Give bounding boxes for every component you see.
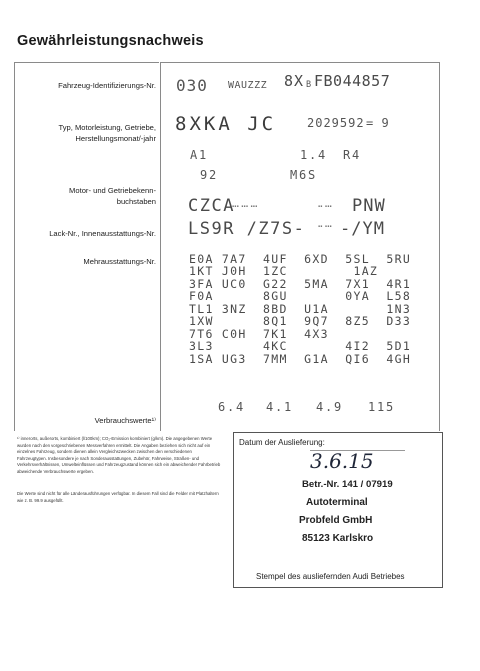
paint-fineprint: ▪▪ ▪▪▪ — [318, 224, 332, 228]
equipment-code-row: 1SA UG3 7MM G1A QI6 4GH — [189, 351, 412, 366]
consumption-combined: 4.9 — [316, 400, 344, 414]
stamp-line-1: Betr.-Nr. 141 / 07919 — [302, 479, 393, 490]
stamp-line-2: Autoterminal — [306, 497, 368, 508]
consumption-urban: 6.4 — [218, 400, 246, 414]
stamp-line-4: 85123 Karlskro — [302, 533, 374, 544]
footnote: ¹⁾ innerorts, außerorts, kombiniert (l/100km); CO₂-Emission kombiniert (g/km). Die angegebenen Werte wurden nach den vorgeschriebenen Messverfahren ermittelt. Die Angaben beziehen sich nicht auf ein einzelnes Fahrzeug, sondern dienen allein Vergleichszwecken zwischen den verschiedenen Fahrzeugtypen. Insbesondere je nach Sonderausstattungen, Zubehör, Fahrweise, Straßen- und Verkehrsverhältnissen, Umwelteinflüssen und Fahrzeugzustand können sich ein abweichender Fahrbetrieb abweichende Verbrauchswerte ergeben. — [17, 436, 221, 474]
label-extra: Mehrausstattungs-Nr. — [83, 257, 156, 266]
equipment-code-row: 3FA UC0 G22 5MA 7X1 4R1 — [189, 276, 412, 291]
delivery-box — [233, 432, 443, 588]
stamp-line-3: Probfeld GmbH — [299, 515, 373, 526]
equipment-code-row: 3L3 4KC 4I2 5D1 — [189, 339, 412, 354]
equipment-code-row: TL1 3NZ 8BD U1A 1N3 — [189, 301, 412, 316]
type-number: 2029592 — [307, 116, 365, 130]
vin-separator: B — [306, 80, 313, 90]
label-motor: Motor- und Getriebekenn-buchstaben — [69, 186, 156, 206]
equipment-codes — [189, 253, 411, 365]
stamp-caption: Stempel des ausliefernden Audi Betriebes — [256, 572, 405, 581]
label-type: Typ, Motorleistung, Getriebe, Herstellungsmonat/-jahr — [58, 123, 156, 143]
footnote-availability: Die Werte sind nicht für alle Länderausführungen verfügbar. In diesem Fall sind die Felder mit Platzhaltern wie z. B. 99.9 ausgefüllt. — [17, 491, 219, 503]
motor-code: CZCA — [188, 196, 235, 216]
engine-size: 1.4 — [300, 148, 328, 162]
page-title: Gewährleistungsnachweis — [17, 33, 204, 49]
co2-emission: 115 — [368, 400, 396, 414]
vin-small: WAUZZZ — [228, 80, 268, 91]
delivery-date: 3.6.15 — [310, 449, 374, 473]
vin-end: FB044857 — [314, 72, 391, 90]
equipment-code-row: 1XW 8Q1 9Q7 8Z5 D33 — [189, 314, 412, 329]
vin-prefix: 030 — [176, 76, 208, 95]
variant: R4 — [343, 148, 362, 162]
equipment-code-row: F0A 8GU 0YA L58 — [189, 289, 412, 304]
motor-code-2: PNW — [352, 196, 386, 216]
delivery-date-label: Datum der Auslieferung: — [239, 438, 325, 447]
power: 92 — [200, 168, 219, 182]
type-suffix: = 9 — [366, 116, 390, 130]
motor-code-fineprint: ▪▪▪ ▪▪▪ ▪▪▪ — [232, 204, 258, 208]
gearbox: M6S — [290, 168, 318, 182]
label-paint: Lack-Nr., Innenausstattungs-Nr. — [49, 229, 156, 238]
label-column — [14, 62, 159, 431]
paint-code: LS9R /Z7S- — [188, 219, 306, 239]
motor-code2-fineprint: ▪▪ ▪▪▪ — [318, 204, 332, 208]
vin-main: 8X — [284, 72, 305, 90]
equipment-code-row: E0A 7A7 4UF 6XD 5SL 5RU — [189, 252, 412, 266]
model: A1 — [190, 148, 209, 162]
consumption-extra-urban: 4.1 — [266, 400, 294, 414]
equipment-code-row: 1KT J0H 1ZC 1AZ — [189, 264, 379, 279]
interior-code: -/YM — [340, 219, 385, 239]
equipment-code-row: 7T6 C0H 7K1 4X3 — [189, 326, 329, 341]
label-vin: Fahrzeug-Identifizierungs-Nr. — [58, 81, 156, 90]
label-consumption: Verbrauchswerte¹⁾ — [94, 416, 156, 425]
type-code: 8XKA JC — [175, 113, 277, 135]
